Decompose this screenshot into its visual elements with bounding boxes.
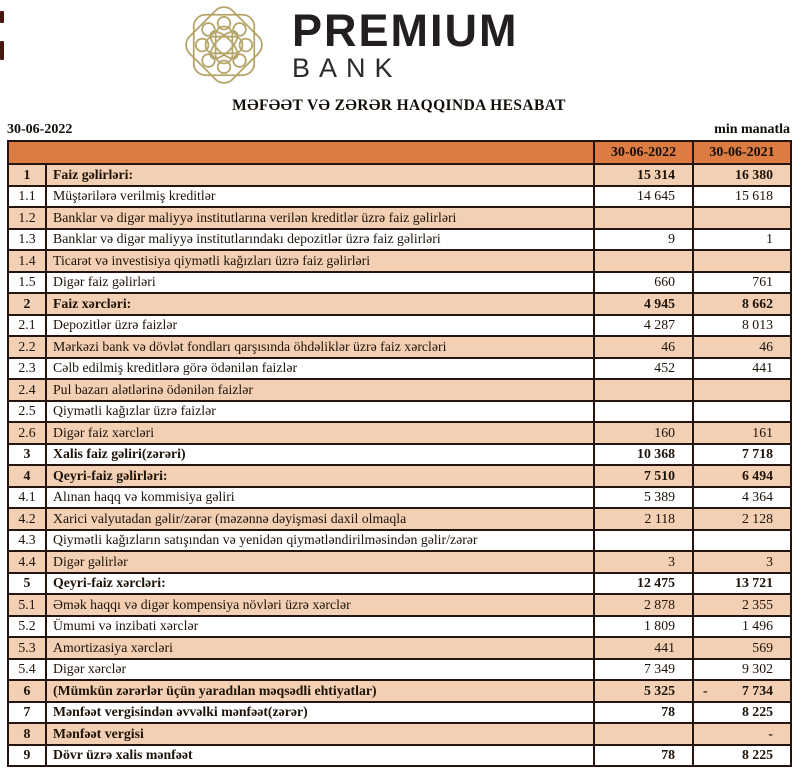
row-number: 5.2 <box>8 616 46 638</box>
value-2021: 161 <box>693 422 791 444</box>
row-label: Pul bazarı alətlərinə ödənilən faizlər <box>46 379 594 401</box>
value-2022: 4 945 <box>594 293 693 315</box>
row-label: Banklar və digər maliyyə institutlarındakı depozitlər üzrə faiz gəlirləri <box>46 229 594 251</box>
row-label: Müştərilərə verilmiş kreditlər <box>46 186 594 208</box>
brand-name: PREMIUM <box>292 5 519 56</box>
row-number: 1.4 <box>8 250 46 272</box>
row-number: 1.3 <box>8 229 46 251</box>
row-label: Əmək haqqı və digər kompensiya növləri üzrə xərclər <box>46 594 594 616</box>
report-date: 30-06-2022 <box>7 122 73 137</box>
value-2021 <box>693 680 791 702</box>
value-2021: 2 128 <box>693 508 791 530</box>
table-header-row <box>8 141 791 164</box>
row-label: Mənfəət vergisindən əvvəlki mənfəət(zərər) <box>46 702 594 724</box>
row-number: 7 <box>8 702 46 724</box>
table-row <box>8 530 791 552</box>
table-row <box>8 702 791 724</box>
value-2021: - <box>693 723 791 745</box>
value-2022: 78 <box>594 702 693 724</box>
value-2021: 9 302 <box>693 659 791 681</box>
value-2022: 2 878 <box>594 594 693 616</box>
row-number: 2.4 <box>8 379 46 401</box>
row-number: 4.3 <box>8 530 46 552</box>
row-number: 1.5 <box>8 272 46 294</box>
value-2022: 3 <box>594 551 693 573</box>
table-row <box>8 487 791 509</box>
table-row <box>8 508 791 530</box>
value-2022: 160 <box>594 422 693 444</box>
row-number: 1 <box>8 164 46 186</box>
row-number: 5.1 <box>8 594 46 616</box>
row-label: Xarici valyutadan gəlir/zərər (məzənnə dəyişməsi daxil olmaqla <box>46 508 594 530</box>
table-row <box>8 745 791 767</box>
value-2022: 15 314 <box>594 164 693 186</box>
value-2022 <box>594 379 693 401</box>
table-row <box>8 358 791 380</box>
value-2022: 660 <box>594 272 693 294</box>
table-row <box>8 186 791 208</box>
row-number: 9 <box>8 745 46 767</box>
row-label: Digər faiz xərcləri <box>46 422 594 444</box>
table-row <box>8 573 791 595</box>
value-2021: 15 618 <box>693 186 791 208</box>
table-row <box>8 616 791 638</box>
row-label: Alınan haqq və kommisiya gəliri <box>46 487 594 509</box>
row-label: Ümumi və inzibati xərclər <box>46 616 594 638</box>
value-2022: 12 475 <box>594 573 693 595</box>
premium-bank-logo-icon <box>176 3 272 87</box>
value-2022: 14 645 <box>594 186 693 208</box>
value-2021: 1 496 <box>693 616 791 638</box>
value-2022: 2 118 <box>594 508 693 530</box>
table-row <box>8 723 791 745</box>
brand-subname: BANK <box>292 53 402 83</box>
row-label: Faiz gəlirləri: <box>46 164 594 186</box>
value-2022: 78 <box>594 745 693 767</box>
value-2022: 7 510 <box>594 465 693 487</box>
value-2022: 4 287 <box>594 315 693 337</box>
table-row <box>8 551 791 573</box>
row-number: 4.2 <box>8 508 46 530</box>
scan-artifact <box>0 41 4 60</box>
row-number: 4 <box>8 465 46 487</box>
report-title: MƏFƏƏT VƏ ZƏRƏR HAQQINDA HESABAT <box>232 97 566 114</box>
table-row <box>8 229 791 251</box>
value-2022: 7 349 <box>594 659 693 681</box>
value-2021 <box>693 401 791 423</box>
brand-wordmark <box>292 3 519 82</box>
table-row <box>8 401 791 423</box>
row-label: Qeyri-faiz xərcləri: <box>46 573 594 595</box>
value-2022: 10 368 <box>594 444 693 466</box>
table-row <box>8 465 791 487</box>
value-2022 <box>594 250 693 272</box>
table-row <box>8 315 791 337</box>
value-2021: 7 718 <box>693 444 791 466</box>
row-number: 2.2 <box>8 336 46 358</box>
row-label: Banklar və digər maliyyə institutlarına verilən kreditlər üzrə faiz gəlirləri <box>46 207 594 229</box>
value-2021: 8 225 <box>693 745 791 767</box>
table-row <box>8 422 791 444</box>
value-2022 <box>594 723 693 745</box>
value-text: 7 734 <box>741 682 773 698</box>
row-number: 6 <box>8 680 46 702</box>
row-label: (Mümkün zərərlər üçün yaradılan məqsədli ehtiyatlar) <box>46 680 594 702</box>
col-header-2021: 30-06-2021 <box>693 141 791 164</box>
value-2021 <box>693 379 791 401</box>
value-2022: 9 <box>594 229 693 251</box>
row-label: Qiymətli kağızlar üzrə faizlər <box>46 401 594 423</box>
value-2022: 5 325 <box>594 680 693 702</box>
row-label: Amortizasiya xərcləri <box>46 637 594 659</box>
row-number: 4.4 <box>8 551 46 573</box>
row-label: Digər xərclər <box>46 659 594 681</box>
row-label: Qiymətli kağızların satışından və yenidən qiymətləndirilməsindən gəlir/zərər <box>46 530 594 552</box>
value-2021: 13 721 <box>693 573 791 595</box>
scan-artifact <box>0 11 4 23</box>
row-label: Dövr üzrə xalis mənfəət <box>46 745 594 767</box>
value-2022: 1 809 <box>594 616 693 638</box>
table-row <box>8 594 791 616</box>
value-2021: 4 364 <box>693 487 791 509</box>
value-2021: 8 662 <box>693 293 791 315</box>
row-number: 5.3 <box>8 637 46 659</box>
header-spacer <box>8 141 594 164</box>
row-label: Digər gəlirlər <box>46 551 594 573</box>
table-row <box>8 637 791 659</box>
table-row <box>8 272 791 294</box>
report-meta <box>7 122 790 138</box>
value-2022 <box>594 401 693 423</box>
row-number: 1.2 <box>8 207 46 229</box>
row-number: 2 <box>8 293 46 315</box>
value-2021: 569 <box>693 637 791 659</box>
row-label: Mənfəət vergisi <box>46 723 594 745</box>
table-row <box>8 444 791 466</box>
table-row <box>8 379 791 401</box>
row-number: 5.4 <box>8 659 46 681</box>
row-number: 2.5 <box>8 401 46 423</box>
row-number: 3 <box>8 444 46 466</box>
row-number: 8 <box>8 723 46 745</box>
row-label: Xalis faiz gəliri(zərəri) <box>46 444 594 466</box>
row-number: 2.3 <box>8 358 46 380</box>
value-2022: 452 <box>594 358 693 380</box>
value-2021: 2 355 <box>693 594 791 616</box>
value-2021: 761 <box>693 272 791 294</box>
row-label: Depozitlər üzrə faizlər <box>46 315 594 337</box>
row-number: 2.1 <box>8 315 46 337</box>
table-row <box>8 659 791 681</box>
table-row <box>8 207 791 229</box>
row-label: Ticarət və investisiya qiymətli kağızları üzrə faiz gəlirləri <box>46 250 594 272</box>
row-label: Mərkəzi bank və dövlət fondları qarşısında öhdəliklər üzrə faiz xərcləri <box>46 336 594 358</box>
value-2021: 8 013 <box>693 315 791 337</box>
value-2021: 46 <box>693 336 791 358</box>
value-2021: 16 380 <box>693 164 791 186</box>
value-2021: 3 <box>693 551 791 573</box>
pnl-table <box>7 140 792 767</box>
row-number: 4.1 <box>8 487 46 509</box>
value-2021 <box>693 530 791 552</box>
value-2021 <box>693 250 791 272</box>
value-2022 <box>594 207 693 229</box>
value-2022: 46 <box>594 336 693 358</box>
table-row <box>8 336 791 358</box>
row-label: Qeyri-faiz gəlirləri: <box>46 465 594 487</box>
row-number: 2.6 <box>8 422 46 444</box>
table-row <box>8 164 791 186</box>
value-2021 <box>693 207 791 229</box>
row-number: 5 <box>8 573 46 595</box>
value-2021: 1 <box>693 229 791 251</box>
table-row <box>8 293 791 315</box>
unit-label: min manatla <box>714 122 790 137</box>
row-label: Digər faiz gəlirləri <box>46 272 594 294</box>
value-2022: 441 <box>594 637 693 659</box>
brand-header <box>176 3 798 91</box>
row-label: Faiz xərcləri: <box>46 293 594 315</box>
row-number: 1.1 <box>8 186 46 208</box>
value-2021: 8 225 <box>693 702 791 724</box>
negative-sign: - <box>703 682 708 698</box>
col-header-2022: 30-06-2022 <box>594 141 693 164</box>
value-2022 <box>594 530 693 552</box>
value-2022: 5 389 <box>594 487 693 509</box>
row-label: Cəlb edilmiş kreditlərə görə ödənilən faizlər <box>46 358 594 380</box>
value-2021: 441 <box>693 358 791 380</box>
value-2021: 6 494 <box>693 465 791 487</box>
table-row <box>8 680 791 702</box>
table-row <box>8 250 791 272</box>
